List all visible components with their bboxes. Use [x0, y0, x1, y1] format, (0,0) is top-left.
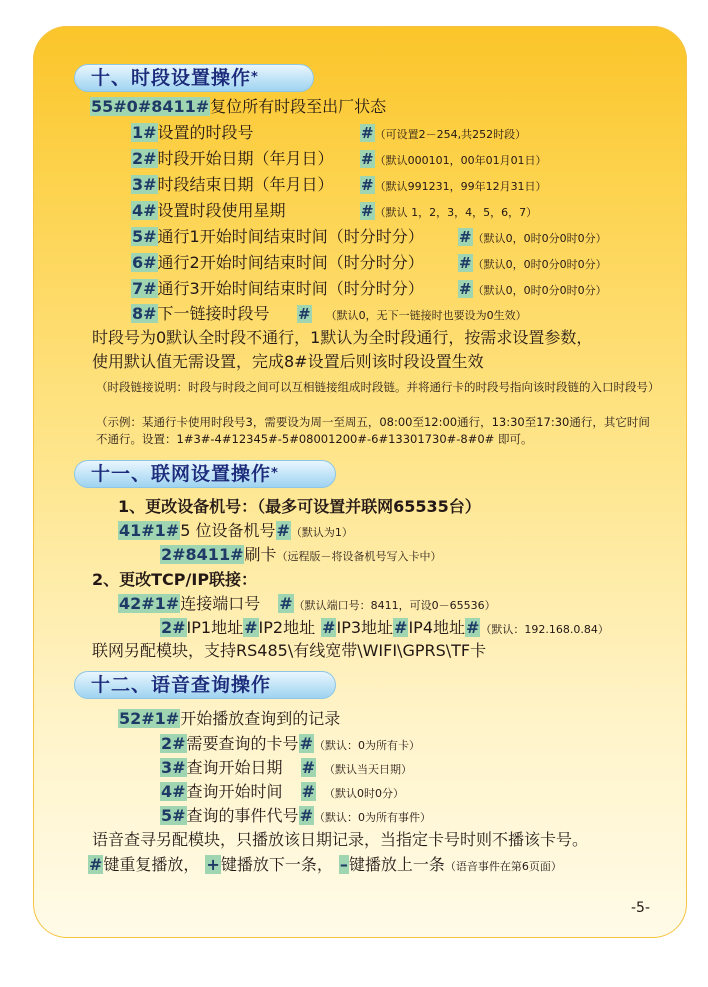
- section-11-star: *: [271, 466, 279, 481]
- hash-key: #: [299, 734, 313, 753]
- hash-key: #: [361, 150, 374, 168]
- device-number-heading: 1、更改设备机号：（最多可设置并联网65535台）: [118, 497, 481, 516]
- port-note: （默认端口号：8411，可设0－65536）: [293, 599, 496, 612]
- voice-module-note: 语音查寻另配模块，只播放该日期记录，当指定卡号时则不播该卡号。: [92, 830, 589, 849]
- item-label: 查询的事件代号: [186, 806, 299, 825]
- hash-key: #: [89, 855, 103, 874]
- item-key: 5#: [161, 806, 186, 825]
- item-label: 通行2开始时间结束时间（时分时分）: [157, 253, 424, 272]
- port-text: 连接端口号: [180, 594, 261, 613]
- device-number-line: [118, 521, 353, 543]
- item-label: 下一链接时段号: [157, 304, 270, 323]
- item-note: （可设置2－254,共252时段）: [374, 128, 527, 141]
- example-note: （示例：某通行卡使用时段号3，需要设为周一至周五，08:00至12:00通行，13:30至17:30通行，其它时间不通行。设置：1#3#-4#12345#-5#08001200#-6#13301730#-8#0# 即可。: [96, 415, 650, 446]
- item-label: 设置时段使用星期: [157, 201, 286, 220]
- item-label: 查询开始时间: [186, 782, 283, 801]
- item-note: （默认0，0时0分0时0分）: [472, 258, 607, 271]
- section-10-title-text: 十、时段设置操作: [91, 67, 252, 89]
- hash-key: #: [459, 254, 472, 272]
- item-note: （默认：0为所有卡）: [313, 739, 420, 752]
- hash-key: #: [361, 176, 374, 194]
- hash-key: #: [459, 280, 472, 298]
- s10-item-8-note: [297, 304, 527, 326]
- hash-key: #: [322, 618, 336, 637]
- item-label: 时段开始日期（年月日）: [157, 149, 334, 168]
- dev-key: 41#1#: [119, 521, 180, 540]
- s10-item-3: [131, 175, 334, 195]
- section-12-title-text: 十二、语音查询操作: [91, 674, 272, 696]
- page-number: -5-: [630, 900, 650, 916]
- item-label: 通行3开始时间结束时间（时分时分）: [157, 279, 424, 298]
- s12-item-3: [160, 758, 412, 780]
- reset-line: [90, 97, 386, 117]
- s12-item-5: [160, 806, 431, 828]
- section-11-title: [74, 460, 336, 488]
- s10-item-7-note: [458, 279, 607, 301]
- s10-item-6: [131, 253, 424, 273]
- ip3-text: IP3地址: [336, 618, 394, 637]
- item-note: （默认991231，99年12月31日）: [374, 180, 547, 193]
- hash-key: #: [244, 618, 258, 637]
- item-key: 5#: [132, 227, 157, 246]
- ip-line: [160, 618, 609, 640]
- item-key: 3#: [161, 758, 186, 777]
- item-key: 3#: [132, 175, 157, 194]
- ip-key: 2#: [161, 618, 186, 637]
- hash-key: #: [279, 594, 293, 613]
- s10-item-6-note: [458, 253, 607, 275]
- hash-key: #: [298, 305, 311, 323]
- port-line: [118, 594, 496, 616]
- s10-item-2: [131, 149, 334, 169]
- reset-text: 复位所有时段至出厂状态: [210, 97, 387, 116]
- item-key: 4#: [132, 201, 157, 220]
- item-note: （默认0，0时0分0时0分）: [472, 232, 607, 245]
- ip1-text: IP1地址: [186, 618, 244, 637]
- port-key: 42#1#: [119, 594, 180, 613]
- item-label: 设置的时段号: [157, 123, 254, 142]
- s12-item-4: [160, 782, 404, 804]
- link-note: （时段链接说明：时段与时段之间可以互相链接组成时段链。并将通行卡的时段号指向该时段链的入口时段号）: [96, 380, 660, 394]
- card-write-line: [160, 545, 442, 567]
- start-key: 52#1#: [119, 709, 180, 728]
- item-note: （默认：0为所有事件）: [313, 811, 431, 824]
- hash-key: #: [466, 618, 480, 637]
- item-key: 7#: [132, 279, 157, 298]
- item-note: （默认0，0时0分0时0分）: [472, 284, 607, 297]
- item-key: 2#: [132, 149, 157, 168]
- s10-item-2-note: [360, 149, 547, 171]
- dev-note: （默认为1）: [290, 526, 353, 539]
- item-key: 8#: [132, 304, 157, 323]
- dev-text: 5 位设备机号: [180, 521, 276, 540]
- s10-item-3-note: [360, 175, 547, 197]
- s10-item-8: [131, 304, 270, 324]
- section-10-star: *: [251, 70, 259, 85]
- section-12-title: [74, 671, 336, 699]
- hash-key: #: [301, 782, 315, 801]
- s10-item-1: [131, 123, 254, 143]
- item-note: （默认0，无下一链接时也要设为0生效）: [325, 309, 527, 322]
- item-label: 查询开始日期: [186, 758, 283, 777]
- start-text: 开始播放查询到的记录: [180, 709, 341, 728]
- minus-key: –: [339, 855, 348, 874]
- item-note: （默认当天日期）: [323, 763, 412, 776]
- item-label: 通行1开始时间结束时间（时分时分）: [157, 227, 424, 246]
- minus-note: （语音事件在第6页面）: [444, 860, 562, 873]
- item-label: 需要查询的卡号: [186, 734, 299, 753]
- hash-key: #: [361, 202, 374, 220]
- s10-item-1-note: [360, 123, 526, 145]
- tcp-heading: 2、更改TCP/IP联接：: [92, 570, 258, 589]
- plus-text: 键播放下一条，: [220, 855, 333, 874]
- s10-item-5: [131, 227, 424, 247]
- item-label: 时段结束日期（年月日）: [157, 175, 334, 194]
- minus-text: 键播放上一条: [348, 855, 445, 874]
- item-key: 2#: [161, 734, 186, 753]
- hash-key: #: [301, 758, 315, 777]
- hash-key: #: [394, 618, 408, 637]
- item-note: （默认0时0分）: [323, 787, 404, 800]
- section-10-title: [74, 64, 314, 92]
- reset-key: 55#0#8411#: [91, 97, 210, 116]
- card-key: 2#8411#: [161, 545, 244, 564]
- item-note: （默认 1，2，3，4，5，6，7）: [374, 206, 538, 219]
- s10-paragraph-2: 使用默认值无需设置，完成8#设置后则该时段设置生效: [92, 352, 484, 371]
- hash-text: 键重复播放，: [103, 855, 200, 874]
- s10-item-7: [131, 279, 424, 299]
- item-note: （默认000101，00年01月01日）: [374, 154, 547, 167]
- item-key: 6#: [132, 253, 157, 272]
- hash-key: #: [361, 124, 374, 142]
- playback-keys-line: [88, 855, 562, 877]
- ip-note: （默认：192.168.0.84）: [480, 623, 609, 636]
- item-key: 1#: [132, 123, 157, 142]
- query-start-line: [118, 709, 340, 729]
- s10-item-4-note: [360, 201, 537, 223]
- s12-item-2: [160, 734, 420, 756]
- ip2-text: IP2地址: [258, 618, 316, 637]
- network-module-note: 联网另配模块，支持RS485\有线宽带\WIFI\GPRS\TF卡: [92, 641, 487, 660]
- section-11-title-text: 十一、联网设置操作: [91, 463, 272, 485]
- hash-key: #: [459, 228, 472, 246]
- hash-key: #: [299, 806, 313, 825]
- ip4-text: IP4地址: [408, 618, 466, 637]
- s10-item-4: [131, 201, 286, 221]
- hash-key: #: [276, 521, 290, 540]
- card-note: （远程版－将设备机号写入卡中）: [276, 550, 442, 563]
- plus-key: +: [206, 855, 220, 874]
- s10-item-5-note: [458, 227, 607, 249]
- card-text: 刷卡: [244, 545, 277, 564]
- s10-paragraph-1: 时段号为0默认全时段不通行，1默认为全时段通行，按需求设置参数，: [92, 328, 593, 347]
- item-key: 4#: [161, 782, 186, 801]
